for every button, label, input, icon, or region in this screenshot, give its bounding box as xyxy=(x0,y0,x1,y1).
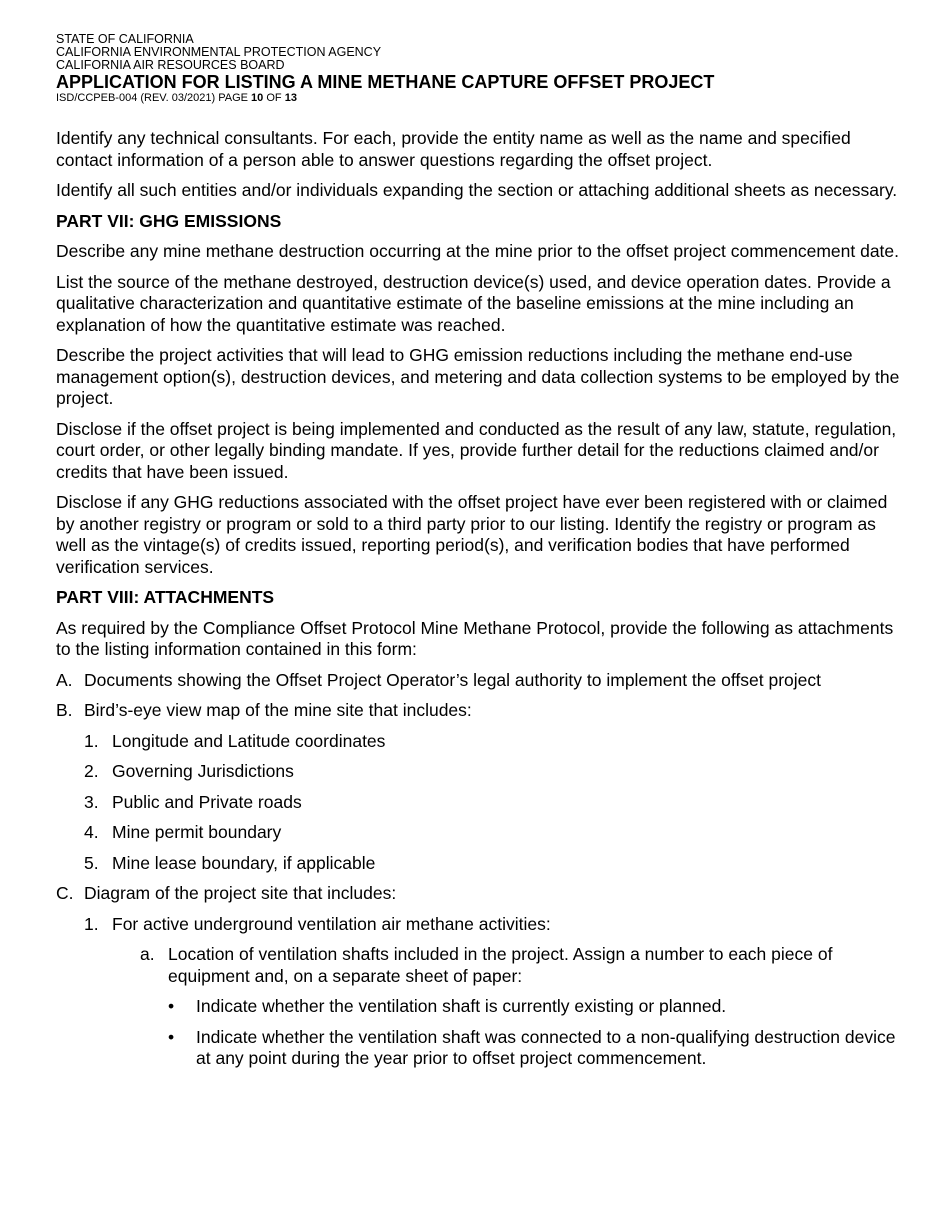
list-item-b1 xyxy=(56,731,901,753)
list-marker: 2. xyxy=(84,761,99,781)
list-marker: B. xyxy=(56,700,73,720)
section-heading-part-7: PART VII: GHG EMISSIONS xyxy=(56,210,282,231)
list-item-a xyxy=(56,670,901,692)
list-text: For active underground ventilation air methane activities: xyxy=(112,913,551,934)
list-marker: 5. xyxy=(84,852,99,873)
page-total: 13 xyxy=(284,92,297,104)
list-text: Documents showing the Offset Project Operator’s legal authority to implement the offset project xyxy=(84,669,821,690)
list-marker: 1. xyxy=(84,913,99,934)
list-marker: A. xyxy=(56,669,73,690)
list-marker: 1. xyxy=(84,730,99,751)
list-item-b2 xyxy=(56,761,901,783)
paragraph: Disclose if any GHG reductions associated with the offset project have ever been registered with or claimed by another registry or program or sold to a third party prior to our listing. Identify the registry or program as well as the vintage(s) of credits issued, reporting period(s), and verification bodies that have performed verification services. xyxy=(56,492,888,577)
list-text: Location of ventilation shafts included in the project. Assign a number to each piece of equipment and, on a separate sheet of paper: xyxy=(168,944,833,986)
list-item-b xyxy=(56,700,901,722)
list-item-b5 xyxy=(56,853,901,875)
header-agency: CALIFORNIA ENVIRONMENTAL PROTECTION AGENCY xyxy=(56,45,382,59)
list-text: Diagram of the project site that includes: xyxy=(84,883,397,903)
list-marker: 3. xyxy=(84,791,99,812)
list-item-c1 xyxy=(56,914,901,936)
list-text: Mine permit boundary xyxy=(112,822,282,842)
list-item-b4 xyxy=(56,822,901,844)
paragraph: Identify any technical consultants. For each, provide the entity name as well as the name and specified contact information of a person able to answer questions regarding the offset project. xyxy=(56,128,851,170)
form-title: APPLICATION FOR LISTING A MINE METHANE CAPTURE OFFSET PROJECT xyxy=(56,72,715,92)
list-text: Longitude and Latitude coordinates xyxy=(112,730,386,751)
form-header xyxy=(56,33,916,105)
list-item-c1a xyxy=(56,944,901,987)
paragraph: As required by the Compliance Offset Protocol Mine Methane Protocol, provide the following as attachments to the listing information contained in this form: xyxy=(56,617,894,659)
form-id-line xyxy=(56,92,916,105)
paragraph: List the source of the methane destroyed, destruction device(s) used, and device operation dates. Provide a qualitative characterization and quantitative estimate of the baseline emissions at the mine including an explanation of how the quantitative estimate was reached. xyxy=(56,271,891,335)
paragraph: Identify all such entities and/or individuals expanding the section or attaching additional sheets as necessary. xyxy=(56,180,898,200)
page-number: 10 xyxy=(251,92,264,104)
bullet-item xyxy=(56,1027,901,1070)
header-board: CALIFORNIA AIR RESOURCES BOARD xyxy=(56,58,285,72)
list-item-b3 xyxy=(56,792,901,814)
list-text: Governing Jurisdictions xyxy=(112,761,294,781)
bullet-icon: • xyxy=(168,996,175,1016)
list-marker: a. xyxy=(140,944,155,964)
bullet-item xyxy=(56,996,901,1018)
list-text: Public and Private roads xyxy=(112,791,302,812)
list-text: Indicate whether the ventilation shaft is currently existing or planned. xyxy=(196,996,727,1016)
paragraph: Describe any mine methane destruction occurring at the mine prior to the offset project commencement date. xyxy=(56,241,900,261)
list-text: Indicate whether the ventilation shaft was connected to a non-qualifying destruction device at any point during the year prior to offset project commencement. xyxy=(196,1026,896,1068)
header-state: STATE OF CALIFORNIA xyxy=(56,32,194,46)
paragraph: Disclose if the offset project is being implemented and conducted as the result of any law, statute, regulation, court order, or other legally binding mandate. If yes, provide further detail for the reductions claimed and/or credits that have been issued. xyxy=(56,418,897,482)
page-of: OF xyxy=(266,92,282,104)
bullet-icon: • xyxy=(168,1026,175,1047)
list-item-c xyxy=(56,883,901,905)
paragraph: Describe the project activities that will lead to GHG emission reductions including the methane end-use management option(s), destruction devices, and metering and data collection systems to be employed by the project. xyxy=(56,345,900,408)
document-body xyxy=(56,128,901,1079)
list-marker: 4. xyxy=(84,822,99,842)
list-marker: C. xyxy=(56,883,74,903)
list-text: Mine lease boundary, if applicable xyxy=(112,852,376,873)
section-heading-part-8: PART VIII: ATTACHMENTS xyxy=(56,587,275,607)
form-id: ISD/CCPEB-004 (REV. 03/2021) PAGE xyxy=(56,92,248,104)
list-text: Bird’s-eye view map of the mine site that includes: xyxy=(84,700,472,720)
